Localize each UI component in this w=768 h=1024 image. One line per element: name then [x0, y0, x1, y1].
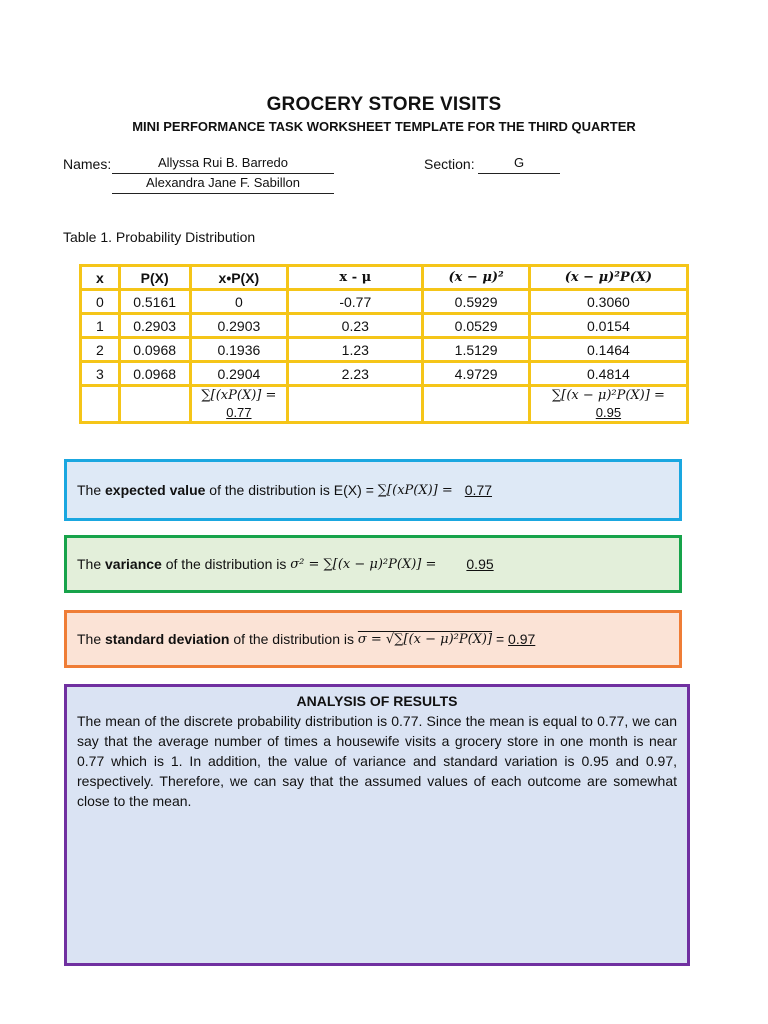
table-row — [81, 362, 688, 386]
variance-middle: of the distribution is — [161, 556, 291, 572]
table-cell-empty — [81, 386, 120, 423]
table-cell: 1.5129 — [423, 338, 529, 362]
variance-bold-term: variance — [105, 556, 162, 572]
variance-value: 0.95 — [466, 556, 494, 572]
table-cell: 0 — [81, 290, 120, 314]
table-cell-empty — [119, 386, 190, 423]
sum-xpx-value: 0.77 — [226, 405, 252, 420]
table-cell: 0.0154 — [529, 314, 687, 338]
table-caption: Table 1. Probability Distribution — [63, 229, 256, 245]
table-cell: 1.23 — [288, 338, 423, 362]
table-cell: 2 — [81, 338, 120, 362]
name-1: Allyssa Rui B. Barredo — [112, 155, 334, 174]
expected-formula: ∑[(xP(X)] = — [377, 482, 453, 498]
table-cell: 1 — [81, 314, 120, 338]
stdev-bold-term: standard deviation — [105, 631, 230, 647]
table-header-row — [81, 266, 688, 290]
worksheet-title: GROCERY STORE VISITS — [266, 94, 502, 115]
table-cell: 4.9729 — [423, 362, 529, 386]
analysis-title: ANALYSIS OF RESULTS — [296, 693, 458, 709]
name-2: Alexandra Jane F. Sabillon — [112, 175, 334, 194]
table-cell: 0.0968 — [119, 338, 190, 362]
table-cell: 0.5161 — [119, 290, 190, 314]
expected-value: 0.77 — [464, 482, 493, 498]
sum-xpx-formula: ∑[(xP(X)] = — [201, 388, 277, 403]
sum-xpx-cell — [190, 386, 288, 423]
analysis-of-results-box — [64, 684, 690, 966]
stdev-equals: = — [492, 631, 509, 647]
stdev-prefix: The — [77, 631, 106, 647]
table-row — [81, 338, 688, 362]
table-cell: 0 — [190, 290, 288, 314]
table-cell: 3 — [81, 362, 120, 386]
variance-prefix: The — [77, 556, 106, 572]
analysis-body: The mean of the discrete probability distribution is 0.77. Since the mean is equal to 0.77, we can say that the average number of times a housewife visits a grocery store in one month is near 0.77 which is 1. In addition, the value of variance and standard variation is 0.95 and 0.97, respectively. Therefore, we can say that the assumed values of each outcome are somewhat close to the mean. — [77, 713, 677, 809]
header-xpx: x•P(X) — [190, 266, 288, 290]
table-cell: 0.23 — [288, 314, 423, 338]
sum-variance-cell — [529, 386, 687, 423]
variance-box — [64, 535, 682, 593]
variance-formula: σ² = ∑[(x − μ)²P(X)] = — [290, 556, 437, 572]
table-sum-row — [81, 386, 688, 423]
table-cell-empty — [288, 386, 423, 423]
table-cell: 0.1464 — [529, 338, 687, 362]
table-cell: 0.1936 — [190, 338, 288, 362]
table-cell: 0.2903 — [190, 314, 288, 338]
worksheet-subtitle: MINI PERFORMANCE TASK WORKSHEET TEMPLATE FOR THE THIRD QUARTER — [132, 119, 636, 134]
section-label: Section: — [424, 156, 475, 172]
names-label: Names: — [63, 156, 112, 172]
stdev-value: 0.97 — [508, 631, 536, 647]
table-cell: 0.3060 — [529, 290, 687, 314]
table-cell: 0.0529 — [423, 314, 529, 338]
table-cell: 0.4814 — [529, 362, 687, 386]
standard-deviation-box — [64, 610, 682, 668]
expected-prefix: The — [77, 482, 106, 498]
header-x: x — [81, 266, 120, 290]
sum-variance-formula: ∑[(x − μ)²P(X)] = — [551, 388, 665, 403]
probability-distribution-table — [79, 264, 689, 424]
table-cell: 2.23 — [288, 362, 423, 386]
header-x-minus-mu: x - μ — [288, 266, 423, 290]
table-cell-empty — [423, 386, 529, 423]
stdev-middle: of the distribution is — [229, 631, 358, 647]
table-cell: 0.2903 — [119, 314, 190, 338]
expected-value-box — [64, 459, 682, 521]
table-cell: 0.5929 — [423, 290, 529, 314]
header-weighted-deviation: (x − μ)²P(X) — [529, 266, 687, 290]
section-value: G — [478, 155, 560, 174]
sum-variance-value: 0.95 — [595, 405, 622, 420]
expected-middle: of the distribution is E(X) = — [205, 482, 378, 498]
header-deviation-squared: (x − μ)² — [423, 266, 529, 290]
table-cell: 0.2904 — [190, 362, 288, 386]
table-cell: 0.0968 — [119, 362, 190, 386]
header-px: P(X) — [119, 266, 190, 290]
expected-bold-term: expected value — [105, 482, 206, 498]
table-cell: -0.77 — [288, 290, 423, 314]
stdev-formula: σ = √∑[(x − μ)²P(X)] — [357, 631, 493, 647]
table-row — [81, 314, 688, 338]
table-row — [81, 290, 688, 314]
